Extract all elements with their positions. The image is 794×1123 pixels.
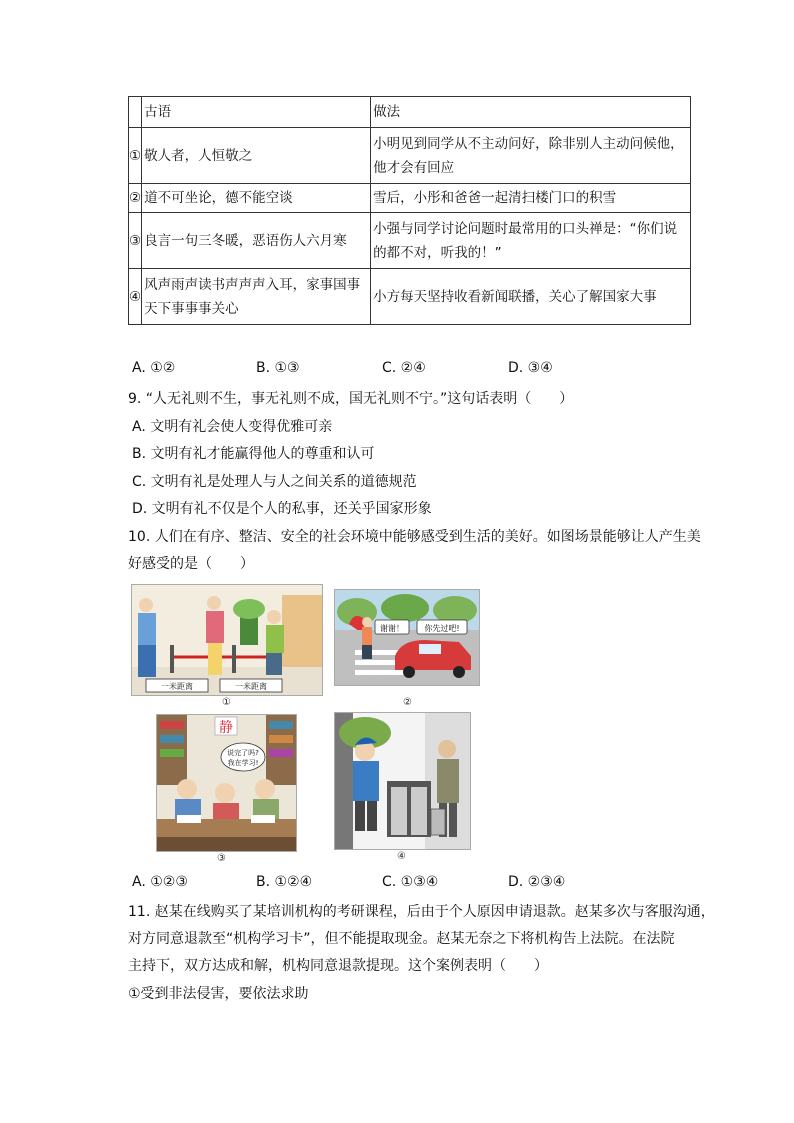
practice-line: 的都不对，听我的！” (373, 244, 502, 261)
q11-item: ①受到非法侵害，要依法求助 (128, 986, 309, 1002)
practice-line: 小强与同学讨论问题时最常用的口头禅是：“你们说 (373, 220, 678, 237)
queue-illustration (132, 585, 322, 695)
row-number: ① (129, 128, 142, 184)
q11-stem-line: 对方同意退款至“机构学习卡”，但不能提取现金。赵某无奈之下将机构告上法院。在法院 (128, 931, 675, 947)
practice-cell (371, 128, 691, 184)
q9-option-a[interactable]: A. 文明有礼会使人变得优雅可亲 (132, 419, 333, 435)
saying-line: 天下事事事关心 (144, 300, 239, 317)
option-d[interactable]: D. ②③④ (508, 874, 566, 890)
picture-4 (334, 712, 471, 850)
q11-stem-line: 11. 赵某在线购买了某培训机构的考研课程，后由于个人原因申请退款。赵某多次与客服沟通， (128, 904, 715, 920)
table-row (129, 128, 691, 184)
q9-option-c[interactable]: C. 文明有礼是处理人与人之间关系的道德规范 (132, 474, 417, 490)
crosswalk-illustration (335, 590, 479, 685)
option-d[interactable]: D. ③④ (508, 360, 553, 376)
table-row (129, 269, 691, 325)
option-c[interactable]: C. ②④ (382, 360, 426, 376)
practice-cell: 雪后，小彤和爸爸一起清扫楼门口的积雪 (371, 184, 691, 213)
thanks-bubble: 谢谢！ (380, 624, 404, 633)
practice-cell (371, 213, 691, 269)
option-b[interactable]: B. ①③ (256, 360, 300, 376)
row-number: ② (129, 184, 142, 213)
q9-option-d[interactable]: D. 文明有礼不仅是个人的私事，还关乎国家形象 (132, 501, 432, 517)
q8-table (128, 96, 691, 325)
practice-cell: 小方每天坚持收看新闻联播，关心了解国家大事 (371, 269, 691, 325)
practice-line: 小明见到同学从不主动问好，除非别人主动问候他， (373, 135, 684, 152)
picture-2 (334, 589, 480, 686)
distance-sign-right: 一米距离 (235, 682, 267, 691)
row-number: ③ (129, 213, 142, 269)
q9-option-b[interactable]: B. 文明有礼才能赢得他人的尊重和认可 (132, 446, 375, 462)
table-header-practice: 做法 (371, 97, 691, 128)
q11-stem-line: 主持下，双方达成和解，机构同意退款提现。这个案例表明（ ） (128, 958, 548, 974)
practice-line: 他才会有回应 (373, 159, 455, 176)
library-illustration (157, 715, 296, 851)
picture-4-caption: ④ (397, 851, 406, 862)
saying-cell: 敬人者，人恒敬之 (142, 128, 371, 184)
picture-3-caption: ③ (217, 853, 226, 864)
q9-stem: 9. “人无礼则不生，事无礼则不成，国无礼则不宁。”这句话表明（ ） (128, 391, 574, 407)
speech-line: 我在学习! (227, 759, 259, 767)
table-row (129, 213, 691, 269)
table-row (129, 184, 691, 213)
you-first-bubble: 你先过吧! (424, 624, 460, 633)
table-header-row (129, 97, 691, 128)
q10-stem-line: 10. 人们在有序、整洁、安全的社会环境中能够感受到生活的美好。如图场景能够让人产生美 (128, 529, 701, 545)
q10-stem-line: 好感受的是（ ） (128, 556, 254, 572)
saying-line: 风声雨声读书声声声入耳，家事国事 (144, 276, 361, 293)
picture-3 (156, 714, 297, 852)
option-c[interactable]: C. ①③④ (382, 874, 439, 890)
quiet-sign: 静 (219, 720, 233, 736)
option-a[interactable]: A. ①②③ (132, 874, 188, 890)
door-illustration (335, 713, 470, 849)
distance-sign-left: 一米距离 (161, 682, 193, 691)
speech-line: 说完了吗? (227, 749, 259, 757)
table-header-saying: 古语 (142, 97, 371, 128)
option-b[interactable]: B. ①②④ (256, 874, 313, 890)
picture-1-caption: ① (222, 697, 231, 708)
row-number: ④ (129, 269, 142, 325)
option-a[interactable]: A. ①② (132, 360, 176, 376)
saying-cell (142, 269, 371, 325)
picture-2-caption: ② (403, 697, 412, 708)
table-cell-num (129, 97, 142, 128)
saying-cell: 良言一句三冬暖，恶语伤人六月寒 (142, 213, 371, 269)
picture-1 (131, 584, 323, 696)
saying-cell: 道不可坐论，德不能空谈 (142, 184, 371, 213)
